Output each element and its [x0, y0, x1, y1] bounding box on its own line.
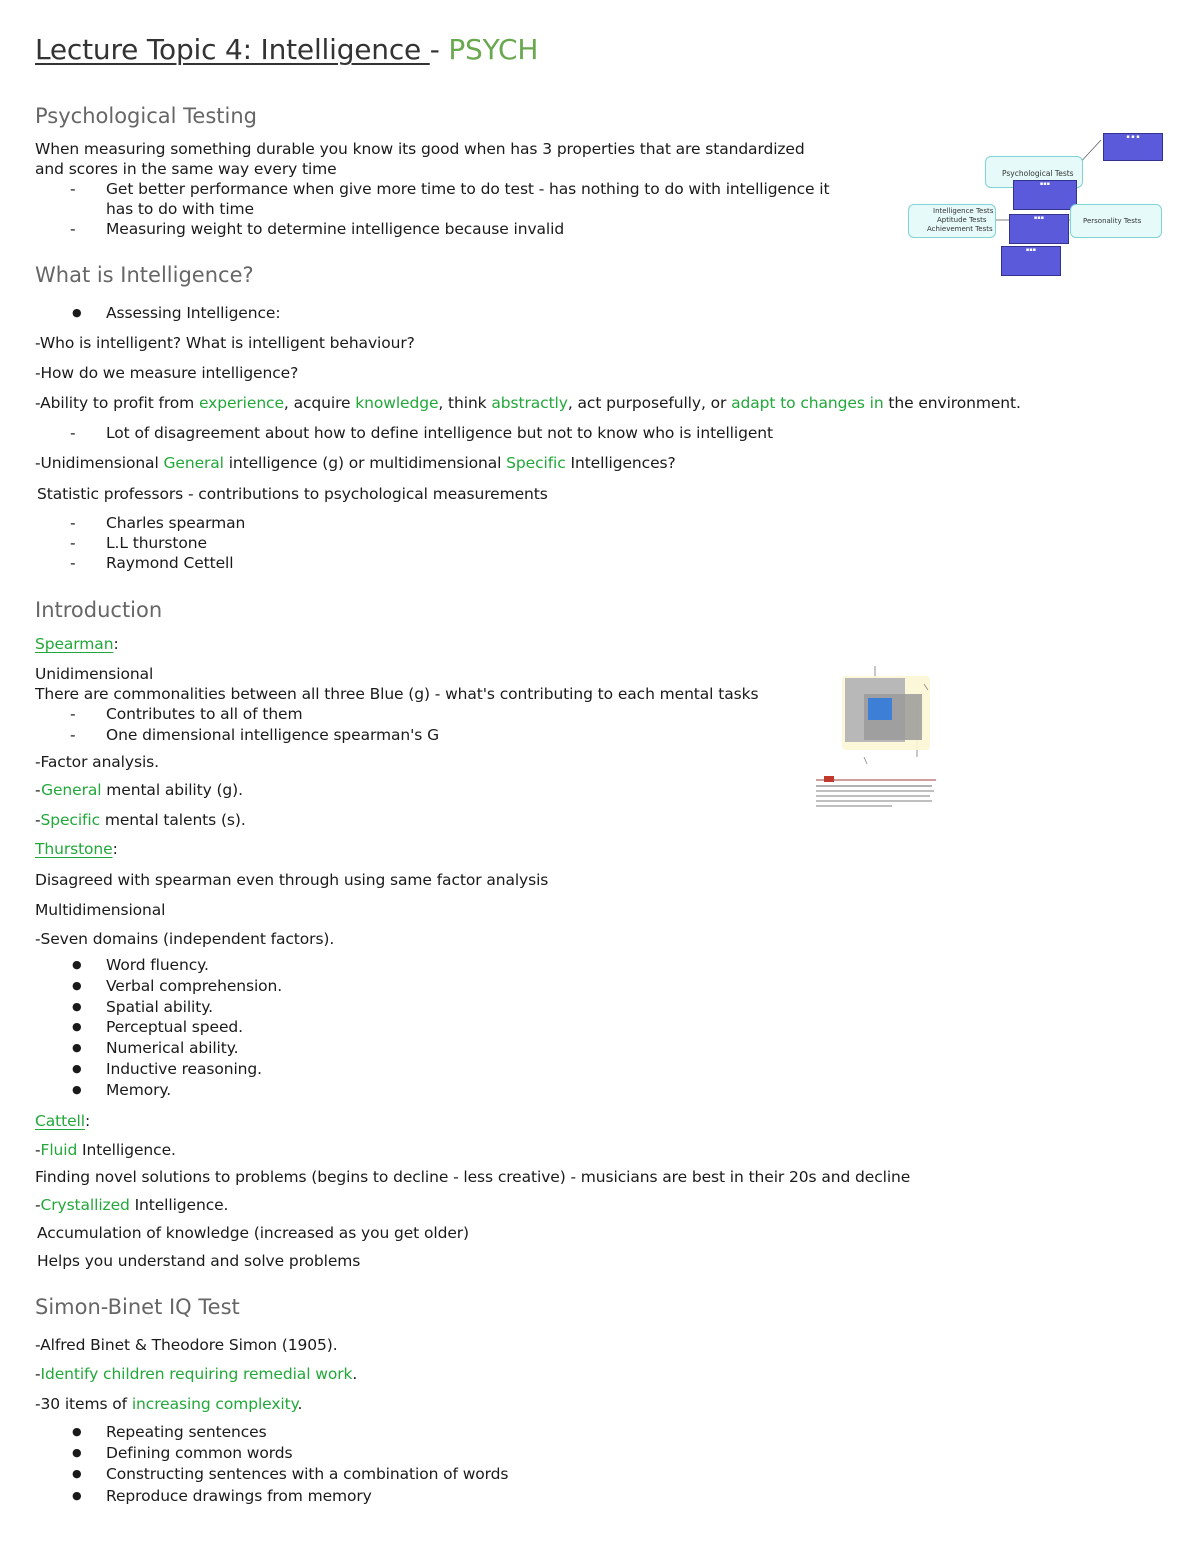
text-line: There are commonalities between all three Blue (g) - what's contributing to each mental tasks: [35, 685, 759, 703]
paragraph-line: When measuring something durable you know its good when has 3 properties that are standardized: [35, 140, 805, 158]
text-line: Accumulation of knowledge (increased as you get older): [37, 1224, 469, 1242]
document-page: Lecture Topic 4: Intelligence - PSYCH Psychological Testing When measuring something durable you know its good when has 3 properties that are standardized and scores in the same way every time - Get better performance when give more time to do test - has nothing to do with intelligence it has to do with time - Measuring weight to determine intelligence because invalid ▪ ▪ ▪ Psychological Tests ▪▪▪ Intelligence Tests Aptitude Tests Achievement Tests ▪▪▪ Personality Tests ▪▪▪ What is Intelligence? ● Assessing Intelligence: -Who is intelligent? What is intelligent behaviour? -How do we measure intelligence? -Ability to profit from experience, acquire knowledge, think abstractly, act purposefully, or adapt to changes in the environment. - Lot of disagreement about how to define intelligence but not to know who is intelligent -Unidimensional General intelligence (g) or multidimensional Specific Intelligences? Statistic professors - contributions to psychological measurements - Charles spearman - L.L thurstone - Raymond Cettell Introduction Spearman: Unidimensional There are commonalities between all three Blue (g) - what's contributing to each mental tasks - Contributes to all of them - One dimensional intelligence spearman's G -Factor analysis. -General mental ability (g). -Specific mental talents (s). Thurstone: Disagreed with spearman even through using same factor analysis Multidimensional -Seven domains (independent factors). ● Word fluency. ● Verbal comprehension. ● Spatial ability. ● Perceptual speed. ● Numerical ability. ● Inductive reasoning. ● Memory. Cattell: -Fluid Intelligence. Finding novel solutions to problems (begins to decline - less creative) - musicians are best in their 20s and decline -Crystallized Intelligence. Accumulation of knowledge (increased as you get older) Helps you understand and solve problems Simon-Binet IQ Test -Alfred Binet & Theodore Simon (1905). -Identify children requiring remedial work. -30 items of increasing complexity. ● Repeating sentences ● Defining common words ● Constructing sentences with a combination of words ● Reproduce drawings from memory: [0, 0, 1200, 1553]
page-title: [35, 33, 538, 67]
title-dash: -: [429, 33, 449, 66]
text-line: Statistic professors - contributions to psychological measurements: [37, 485, 548, 503]
text-line: -Identify children requiring remedial work.: [35, 1365, 358, 1383]
heading-what-is-intelligence: What is Intelligence?: [35, 263, 254, 287]
spearman-heading: Spearman:: [35, 635, 119, 653]
text-line: Disagreed with spearman even through using same factor analysis: [35, 871, 549, 889]
text-line: -Factor analysis.: [35, 753, 159, 771]
diagram-node-upper: ▪▪▪: [1013, 180, 1077, 210]
title-subject: PSYCH: [448, 33, 539, 66]
heading-psychological-testing: Psychological Testing: [35, 104, 257, 128]
heading-simon-binet: Simon-Binet IQ Test: [35, 1295, 240, 1319]
spearman-link[interactable]: Spearman: [35, 635, 114, 653]
diagram-node-personality-tests: Personality Tests: [1070, 204, 1162, 238]
bullet-marker: ●: [72, 306, 82, 319]
text-line: -General mental ability (g).: [35, 781, 243, 799]
cattell-link[interactable]: Cattell: [35, 1112, 85, 1130]
text-line: -Who is intelligent? What is intelligent behaviour?: [35, 334, 415, 352]
text-line: Multidimensional: [35, 901, 166, 919]
diagram-node-bottom: ▪▪▪: [1001, 246, 1061, 276]
diagram-node-top: ▪ ▪ ▪: [1103, 133, 1163, 161]
cube-illustration: [812, 662, 942, 818]
dash-marker: -: [70, 180, 76, 198]
text-line: -Alfred Binet & Theodore Simon (1905).: [35, 1336, 338, 1354]
title-main: Lecture Topic 4: Intelligence: [35, 33, 430, 66]
text-line: -Specific mental talents (s).: [35, 811, 246, 829]
text-line: -Crystallized Intelligence.: [35, 1196, 229, 1214]
psychological-tests-diagram: [905, 128, 1165, 278]
text-line: -Fluid Intelligence.: [35, 1141, 176, 1159]
spearman-g-figure: [812, 662, 942, 818]
diagram-node-psych-tests: Psychological Tests: [985, 156, 1083, 188]
text-line: -30 items of increasing complexity.: [35, 1395, 303, 1413]
text-line: Helps you understand and solve problems: [37, 1252, 361, 1270]
text-line: -How do we measure intelligence?: [35, 364, 299, 382]
paragraph-line: and scores in the same way every time: [35, 160, 337, 178]
text-line: -Ability to profit from experience, acquire knowledge, think abstractly, act purposefully, or adapt to changes in the environment.: [35, 394, 1021, 412]
text-line: Finding novel solutions to problems (begins to decline - less creative) - musicians are best in their 20s and decline: [35, 1168, 911, 1186]
dash-marker: -: [70, 424, 76, 442]
heading-introduction: Introduction: [35, 598, 163, 622]
thurstone-link[interactable]: Thurstone: [35, 840, 113, 858]
diagram-node-intelligence-tests: Intelligence Tests Aptitude Tests Achievement Tests: [908, 204, 996, 238]
cattell-heading: Cattell:: [35, 1112, 91, 1130]
diagram-node-middle: ▪▪▪: [1009, 214, 1069, 244]
dash-marker: -: [70, 220, 76, 238]
text-line: -Seven domains (independent factors).: [35, 930, 335, 948]
text-line: -Unidimensional General intelligence (g) or multidimensional Specific Intelligences?: [35, 454, 676, 472]
thurstone-heading: Thurstone:: [35, 840, 118, 858]
text-line: Unidimensional: [35, 665, 154, 683]
